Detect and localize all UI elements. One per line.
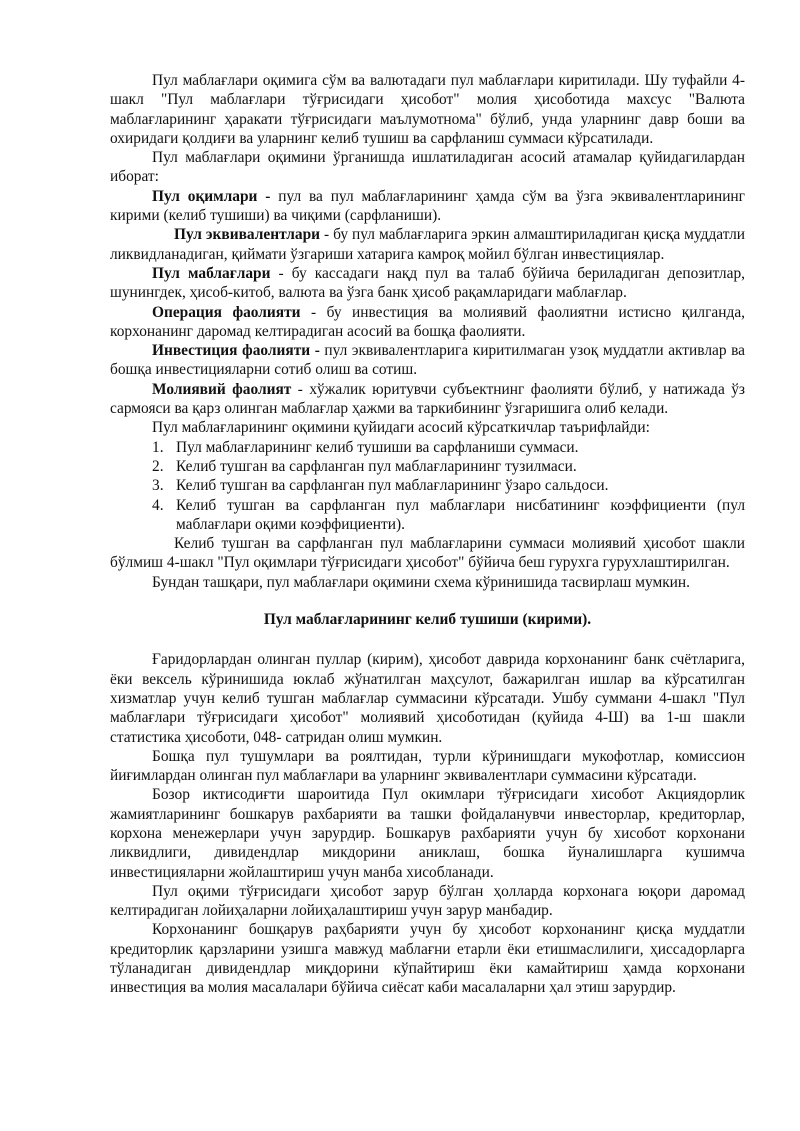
definition-term: Пул эквивалентлари [174,226,321,244]
paragraph: Пул оқими тўғрисидаги ҳисобот зарур бўлган ҳолларда корхонага юқори даромад келтирадиган лойиҳаларни лойиҳалаштириш учун зарур манбадир. [110,882,745,920]
definition-text: пул эквивалентларига киритилмаган узоқ муддатли активлар ва бошқа инвестицияларни сотиб олиш ва сотиш. [110,342,745,379]
list-text: Келиб тушган ва сарфланган пул маблағларининг тузилмаси. [176,457,577,475]
definition-text: - бу пул маблағларига эркин алмаштириладиган қисқа муддатли ликвидланадиган, қиймати ўзгариши хатарига камроқ мойил бўлган инвестициялар. [110,226,745,263]
definition-paragraph [110,380,745,419]
list-item [110,476,745,495]
paragraph: Бундан ташқари, пул маблағлари оқимини схема кўринишида тасвирлаш мумкин. [152,573,690,591]
definition-text: - бу инвестиция ва молиявий фаолиятни истисно қилганда, корхонанинг даромад келтирадиган асосий ва бошқа фаолияти. [110,303,746,340]
list-item [110,438,745,457]
definition-paragraph [110,303,745,342]
paragraph: Ғаридорлардан олинган пуллар (кирим), ҳисобот даврида корхонанинг банк счётларига, ёки вексель кўринишида юклаб жўнатилган маҳсулот, бажарилган ишлар ва кўрсатилган хизматлар учун келиб тушган маблағлар суммасини кўрсатади. Ушбу суммани 4-шакл "Пул маблағлари тўғрисидаги ҳисобот" молиявий ҳисоботидан (қуйида 4-Ш) ва 1-ш шакли статистика ҳисоботи, 048- сатридан олиш мумкин. [110,651,745,746]
paragraph: Пул маблағлари оқимига сўм ва валютадаги пул маблағлари киритилади. Шу туфайли 4-шакл "Пул маблағлари тўғрисидаги ҳисобот" молия ҳисоботида махсус "Валюта маблағларининг ҳаракати тўғрисидаги маълумотнома" бўлиб, унда уларнинг давр боши ва охиридаги қолдиғи ва уларнинг келиб тушиш ва сарфланиш суммаси кўрсатилади. [110,72,745,147]
definition-text: - хўжалик юритувчи субъектнинг фаолияти бўлиб, у натижада ўз сармояси ва қарз олинган маблағлар ҳажми ва таркибининг ўзгаришига олиб келади. [110,380,746,418]
paragraph: Корхонанинг бошқарув раҳбарияти учун бу ҳисобот корхонанинг қисқа муддатли кредиторлик қарзларини узишга мавжуд маблағни етарли ёки етишмаслилиги, ҳиссадорларга тўланадиган дивидендлар миқдорини кўпайтириш ёки камайтириш ҳамда корхонани инвестиция ва молия масалалари бўйича сиёсат каби масалаларни ҳал этиш зарурдир. [110,921,745,997]
list-number: 4. [152,496,164,514]
definition-term: Пул оқимлари - [152,187,271,205]
definition-text: пул ва пул маблағларининг ҳамда сўм ва ўзга эквивалентларининг кирими (келиб тушиши) ва чиқими (сарфланиши). [110,187,745,225]
definition-term: Пул маблағлари [152,264,271,282]
definition-paragraph [110,341,745,380]
list-text: Келиб тушган ва сарфланган пул маблағлари нисбатининг коэффициенти (пул маблағлари оқими коэффициенти). [176,496,745,533]
definition-paragraph [110,225,745,264]
paragraph: Пул маблағлари оқимини ўрганишда ишлатиладиган асосий атамалар қуйидагилардан иборат: [110,149,745,186]
paragraph: Бозор иктисодиғти шароитида Пул окимлари тўғрисидаги хисобот Акциядорлик жамиятларининг бошкарув рахбарияти ва ташки фойдаланувчи инвесторлар, кредиторлар, корхона менежерлари учун зарурдир. Бошкарув рахбарияти учун бу хисобот корхонани ликвидлиги, дивидендлар микдорини аниклаш, бошка йуналишларга кушимча инвестицияларни жойлаштириш учун манба хисобланади. [110,786,745,881]
definition-text: - бу кассадаги нақд пул ва талаб бўйича бериладиган депозитлар, шунингдек, ҳисоб-китоб, валюта ва ўзга банк ҳисоб рақамларидаги маблағлар. [110,264,745,302]
definition-term: Молиявий фаолият [152,380,292,398]
list-text: Келиб тушган ва сарфланган пул маблағларининг ўзаро сальдоси. [176,477,609,495]
definition-term: Инвестиция фаолияти - [152,342,320,360]
paragraph: Бошқа пул тушумлари ва роялтидан, турли кўринишдаги мукофотлар, комиссион йиғимлардан олинган пул маблағлари ва уларнинг эквивалентлари суммасини кўрсатади. [110,747,745,785]
list-text: Пул маблағларининг келиб тушиши ва сарфланиши суммаси. [176,438,579,456]
list-item [110,496,745,535]
list-number: 2. [152,457,164,475]
section-heading: Пул маблағларининг келиб тушиши (кирими). [263,611,592,629]
list-number: 1. [152,438,164,456]
indicator-list [110,438,745,534]
paragraph: Келиб тушган ва сарфланган пул маблағларини суммаси молиявий ҳисобот шакли бўлмиш 4-шакл "Пул оқимлари тўғрисидаги ҳисобот" бўйича беш гурухга гурухлаштирилган. [110,535,745,572]
list-item [110,457,745,476]
definition-term: Операция фаолияти [152,303,301,321]
definition-paragraph [110,264,745,303]
list-intro: Пул маблағларининг оқимини қуйидаги асосий кўрсаткичлар таърифлайди: [152,419,650,437]
definition-paragraph [110,187,745,226]
list-number: 3. [152,477,164,495]
